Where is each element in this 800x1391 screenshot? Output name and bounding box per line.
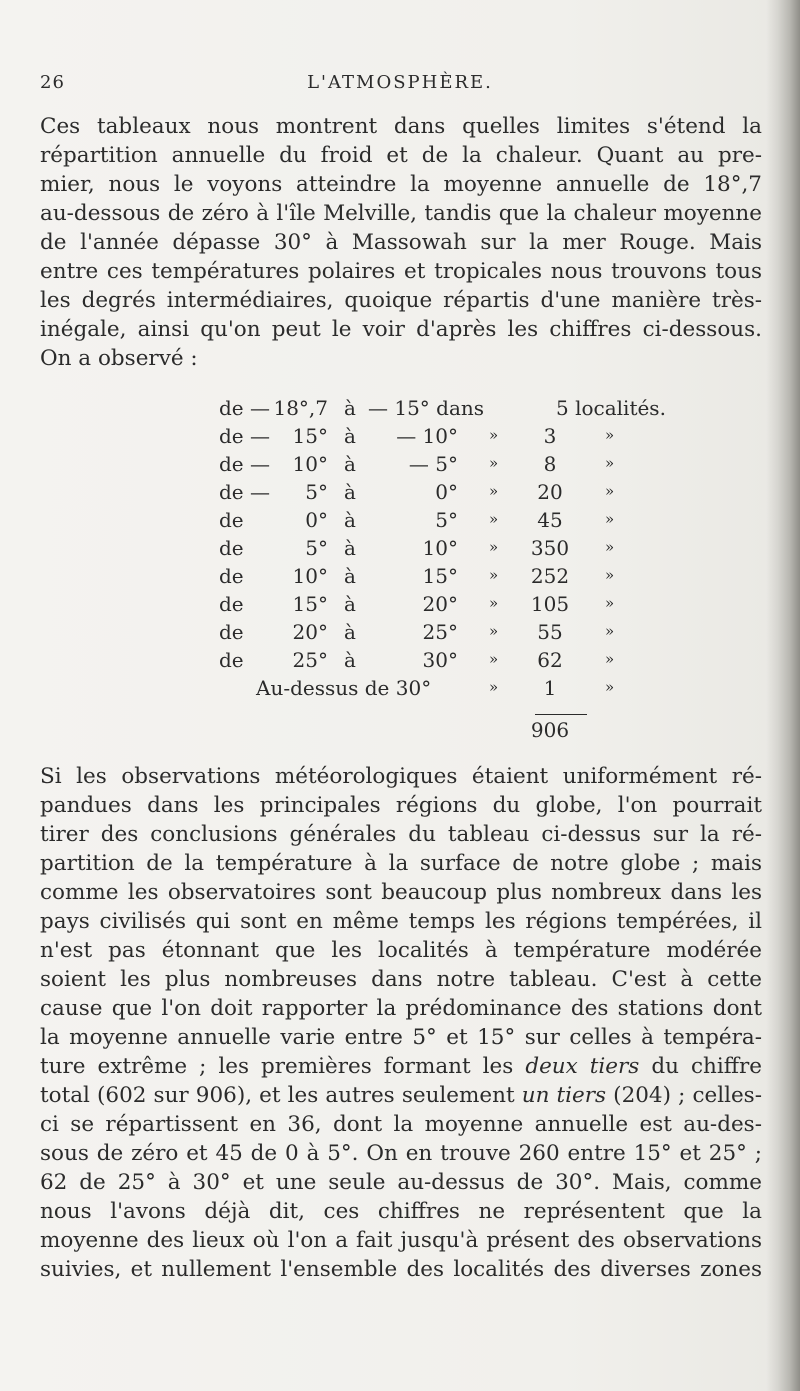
ditto-mark: » xyxy=(489,622,499,640)
text-line: mier, nous le voyons atteindre la moyenne annuelle de 18°,7 xyxy=(40,172,762,197)
range-separator: à xyxy=(344,424,356,448)
text-line: pandues dans les principales régions du globe, l'on pourrait xyxy=(40,793,762,818)
text-line: pays civilisés qui sont en même temps les régions tempérées, il xyxy=(40,909,762,934)
text-line: entre ces températures polaires et tropicales nous trouvons tous xyxy=(40,259,762,284)
table-row xyxy=(0,564,800,592)
text-run: ture extrême ; les premières formant les xyxy=(40,1054,526,1079)
locality-count: 350 xyxy=(530,536,570,560)
text-line: Si les observations météorologiques étaient uniformément ré- xyxy=(40,764,762,789)
range-from: 0° xyxy=(305,508,328,532)
table-row xyxy=(0,620,800,648)
total-count: 906 xyxy=(530,718,570,742)
text-line: inégale, ainsi qu'on peut le voir d'après les chiffres ci-dessous. xyxy=(40,317,762,342)
range-separator: à xyxy=(344,396,356,420)
paragraph-intro xyxy=(40,112,762,373)
range-to: 20° xyxy=(422,592,458,616)
locality-count: 20 xyxy=(537,480,563,504)
range-separator: à xyxy=(344,508,356,532)
table-row xyxy=(0,508,800,536)
locality-count: 252 xyxy=(530,564,570,588)
range-to: — 10° xyxy=(396,424,458,448)
text-line: répartition annuelle du froid et de la chaleur. Quant au pre- xyxy=(40,143,762,168)
table-row xyxy=(0,648,800,676)
ditto-mark: » xyxy=(489,426,499,444)
table-total-row xyxy=(0,718,800,746)
table-row xyxy=(0,536,800,564)
text-line: Ces tableaux nous montrent dans quelles limites s'étend la xyxy=(40,114,762,139)
text-line: au-dessous de zéro à l'île Melville, tandis que la chaleur moyenne xyxy=(40,201,762,226)
text-line: sous de zéro et 45 de 0 à 5°. On en trouve 260 entre 15° et 25° ; xyxy=(40,1141,762,1166)
table-row xyxy=(0,592,800,620)
range-to: 5° xyxy=(435,508,458,532)
ditto-mark: » xyxy=(489,482,499,500)
range-from: 20° xyxy=(292,620,328,644)
ditto-mark: » xyxy=(605,482,615,500)
paragraph-discussion xyxy=(40,762,762,1284)
range-to: 30° xyxy=(422,648,458,672)
row-prefix: de xyxy=(219,564,244,588)
range-from: 5° xyxy=(305,480,328,504)
above-label: Au-dessus de 30° xyxy=(256,676,432,700)
ditto-mark: » xyxy=(489,594,499,612)
range-to: 25° xyxy=(422,620,458,644)
range-separator: à xyxy=(344,620,356,644)
text-line: comme les observatoires sont beaucoup plus nombreux dans les xyxy=(40,880,762,905)
text-line: les degrés intermédiaires, quoique répartis d'une manière très- xyxy=(40,288,762,313)
text-line: partition de la température à la surface de notre globe ; mais xyxy=(40,851,762,876)
range-to: 0° xyxy=(435,480,458,504)
text-line: On a observé : xyxy=(40,346,198,371)
range-to: 15° xyxy=(422,564,458,588)
table-row-above-30 xyxy=(0,676,800,704)
range-separator: à xyxy=(344,564,356,588)
range-to: 10° xyxy=(422,536,458,560)
table-row xyxy=(0,480,800,508)
ditto-mark: » xyxy=(489,566,499,584)
ditto-mark: » xyxy=(489,510,499,528)
range-separator: à xyxy=(344,480,356,504)
text-run: total (602 sur 906), et les autres seulement xyxy=(40,1083,522,1108)
range-separator: à xyxy=(344,648,356,672)
text-line: soient les plus nombreuses dans notre tableau. C'est à cette xyxy=(40,967,762,992)
range-separator: à xyxy=(344,452,356,476)
text-line xyxy=(40,1081,762,1110)
row-prefix: de xyxy=(219,620,244,644)
row-prefix: de xyxy=(219,508,244,532)
locality-count: 45 xyxy=(537,508,563,532)
range-from: 10° xyxy=(292,452,328,476)
ditto-mark: » xyxy=(605,650,615,668)
page-header xyxy=(40,72,760,106)
range-separator: à xyxy=(344,592,356,616)
text-line: la moyenne annuelle varie entre 5° et 15° sur celles à tempéra- xyxy=(40,1025,762,1050)
table-row xyxy=(0,424,800,452)
text-line: ci se répartissent en 36, dont la moyenne annuelle est au-des- xyxy=(40,1112,762,1137)
ditto-mark: » xyxy=(489,678,499,696)
ditto-mark: » xyxy=(605,426,615,444)
row-prefix: de — xyxy=(219,452,270,476)
range-from: 5° xyxy=(305,536,328,560)
table-row xyxy=(0,452,800,480)
range-from: 10° xyxy=(292,564,328,588)
row-prefix: de — xyxy=(219,396,270,420)
range-from: 25° xyxy=(292,648,328,672)
row-prefix: de xyxy=(219,648,244,672)
temperature-distribution-table xyxy=(0,396,800,742)
text-line: de l'année dépasse 30° à Massowah sur la mer Rouge. Mais xyxy=(40,230,762,255)
range-separator: à xyxy=(344,536,356,560)
ditto-mark: » xyxy=(489,538,499,556)
ditto-mark: » xyxy=(605,622,615,640)
text-line: 62 de 25° à 30° et une seule au-dessus de 30°. Mais, comme xyxy=(40,1170,762,1195)
sum-rule xyxy=(535,714,587,715)
text-line: nous l'avons déjà dit, ces chiffres ne représentent que la xyxy=(40,1199,762,1224)
locality-count: 3 xyxy=(543,424,557,448)
range-to: — 5° xyxy=(408,452,458,476)
text-line: tirer des conclusions générales du tableau ci-dessus sur la ré- xyxy=(40,822,762,847)
text-run: du chiffre xyxy=(639,1054,762,1079)
range-to: — 15° dans xyxy=(368,396,485,420)
italic-run: un tiers xyxy=(521,1083,607,1108)
text-line: n'est pas étonnant que les localités à température modérée xyxy=(40,938,762,963)
row-prefix: de xyxy=(219,592,244,616)
locality-count: 105 xyxy=(530,592,570,616)
ditto-mark: » xyxy=(605,566,615,584)
text-line: moyenne des lieux où l'on a fait jusqu'à présent des observations xyxy=(40,1228,762,1253)
ditto-mark: » xyxy=(605,454,615,472)
range-from: 15° xyxy=(292,424,328,448)
ditto-mark: » xyxy=(605,510,615,528)
ditto-mark: » xyxy=(605,538,615,556)
text-line xyxy=(40,1052,762,1081)
locality-count: 5 localités. xyxy=(556,396,666,420)
locality-count: 1 xyxy=(543,676,557,700)
row-prefix: de xyxy=(219,536,244,560)
text-line: suivies, et nullement l'ensemble des localités des diverses zones xyxy=(40,1257,762,1282)
locality-count: 62 xyxy=(537,648,563,672)
ditto-mark: » xyxy=(489,650,499,668)
table-row xyxy=(0,396,800,424)
range-from: 15° xyxy=(292,592,328,616)
page-number: 26 xyxy=(40,72,65,93)
locality-count: 55 xyxy=(537,620,563,644)
locality-count: 8 xyxy=(543,452,557,476)
range-from: 18°,7 xyxy=(273,396,328,420)
ditto-mark: » xyxy=(489,454,499,472)
row-prefix: de — xyxy=(219,424,270,448)
row-prefix: de — xyxy=(219,480,270,504)
text-line: cause que l'on doit rapporter la prédominance des stations dont xyxy=(40,996,762,1021)
ditto-mark: » xyxy=(605,594,615,612)
running-title: L'ATMOSPHÈRE. xyxy=(307,72,493,93)
italic-run: deux tiers xyxy=(525,1054,640,1079)
text-run: (204) ; celles- xyxy=(606,1083,762,1108)
ditto-mark: » xyxy=(605,678,615,696)
